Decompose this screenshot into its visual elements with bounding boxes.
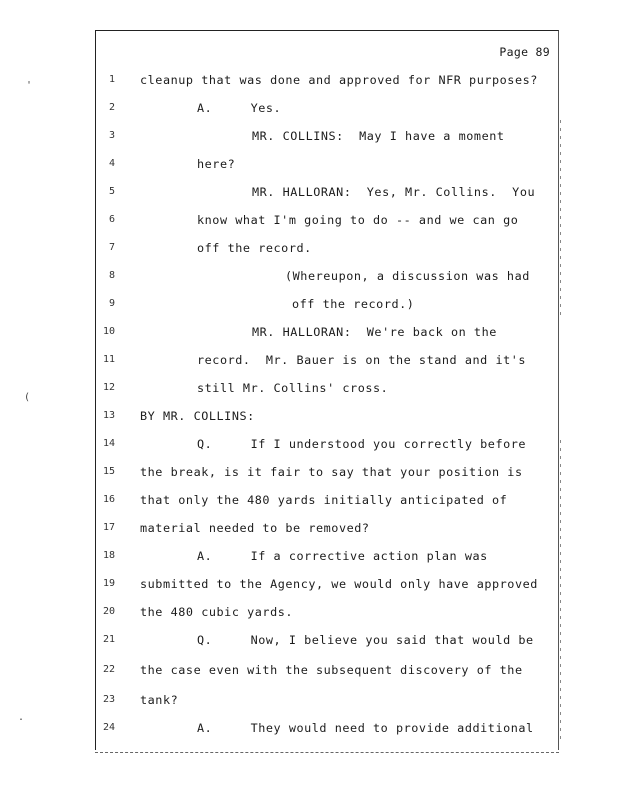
transcript-line — [0, 720, 619, 736]
line-text: the case even with the subsequent discovery of the — [140, 663, 523, 677]
line-number: 17 — [102, 522, 115, 533]
line-text: the break, is it fair to say that your position is — [140, 465, 523, 479]
line-text: here? — [197, 157, 236, 171]
transcript-line — [0, 72, 619, 88]
line-text: A. They would need to provide additional — [197, 721, 534, 735]
line-number: 10 — [102, 326, 115, 337]
transcript-line — [0, 352, 619, 368]
line-number: 13 — [102, 410, 115, 421]
scan-mark: ( — [24, 392, 31, 403]
line-number: 9 — [108, 298, 115, 309]
line-number: 18 — [102, 550, 115, 561]
line-number: 6 — [108, 214, 115, 225]
line-text: record. Mr. Bauer is on the stand and it's — [197, 353, 527, 367]
line-number: 5 — [108, 186, 115, 197]
line-text: A. If a corrective action plan was — [197, 549, 488, 563]
line-number: 12 — [102, 382, 115, 393]
transcript-line — [0, 520, 619, 536]
line-number: 24 — [102, 722, 115, 733]
line-number: 23 — [102, 694, 115, 705]
transcript-line — [0, 128, 619, 144]
line-number: 11 — [102, 354, 115, 365]
line-text: MR. HALLORAN: Yes, Mr. Collins. You — [252, 185, 536, 199]
line-text: Q. If I understood you correctly before — [197, 437, 527, 451]
line-text: material needed to be removed? — [140, 521, 370, 535]
line-text: off the record. — [197, 241, 312, 255]
line-text: the 480 cubic yards. — [140, 605, 294, 619]
transcript-line — [0, 100, 619, 116]
line-number: 2 — [108, 102, 115, 113]
line-number: 16 — [102, 494, 115, 505]
transcript-line — [0, 692, 619, 708]
transcript-line — [0, 156, 619, 172]
scan-mark: . — [18, 712, 25, 723]
line-number: 3 — [108, 130, 115, 141]
transcript-line — [0, 492, 619, 508]
line-text: tank? — [140, 693, 179, 707]
transcript-line — [0, 184, 619, 200]
line-number: 7 — [108, 242, 115, 253]
transcript-line — [0, 240, 619, 256]
bottom-rule — [95, 752, 559, 753]
transcript-line — [0, 408, 619, 424]
line-number: 20 — [102, 606, 115, 617]
line-text: that only the 480 yards initially anticipated of — [140, 493, 508, 507]
line-number: 22 — [102, 664, 115, 675]
line-text: cleanup that was done and approved for NFR purposes? — [140, 73, 538, 87]
transcript-line — [0, 576, 619, 592]
line-text: (Whereupon, a discussion was had — [285, 269, 530, 283]
transcript-line — [0, 436, 619, 452]
scan-edge — [560, 440, 561, 740]
transcript-line — [0, 604, 619, 620]
transcript-line — [0, 464, 619, 480]
transcript-line — [0, 632, 619, 648]
line-number: 19 — [102, 578, 115, 589]
line-text: know what I'm going to do -- and we can go — [197, 213, 519, 227]
transcript-line — [0, 296, 619, 312]
line-text: submitted to the Agency, we would only have approved — [140, 577, 538, 591]
transcript-line — [0, 268, 619, 284]
transcript-line — [0, 662, 619, 678]
line-text: BY MR. COLLINS: — [140, 409, 255, 423]
line-number: 15 — [102, 466, 115, 477]
line-text: off the record.) — [292, 297, 415, 311]
line-text: MR. COLLINS: May I have a moment — [252, 129, 505, 143]
line-number: 14 — [102, 438, 115, 449]
page-number: Page 89 — [499, 45, 550, 59]
scan-edge — [560, 120, 561, 320]
transcript-line — [0, 324, 619, 340]
line-number: 4 — [108, 158, 115, 169]
transcript-line — [0, 380, 619, 396]
line-text: A. Yes. — [197, 101, 282, 115]
scan-mark: ' — [26, 80, 33, 91]
line-number: 8 — [108, 270, 115, 281]
transcript-line — [0, 548, 619, 564]
line-number: 1 — [108, 74, 115, 85]
line-number: 21 — [102, 634, 115, 645]
transcript-line — [0, 212, 619, 228]
line-text: MR. HALLORAN: We're back on the — [252, 325, 497, 339]
line-text: Q. Now, I believe you said that would be — [197, 633, 534, 647]
line-text: still Mr. Collins' cross. — [197, 381, 389, 395]
